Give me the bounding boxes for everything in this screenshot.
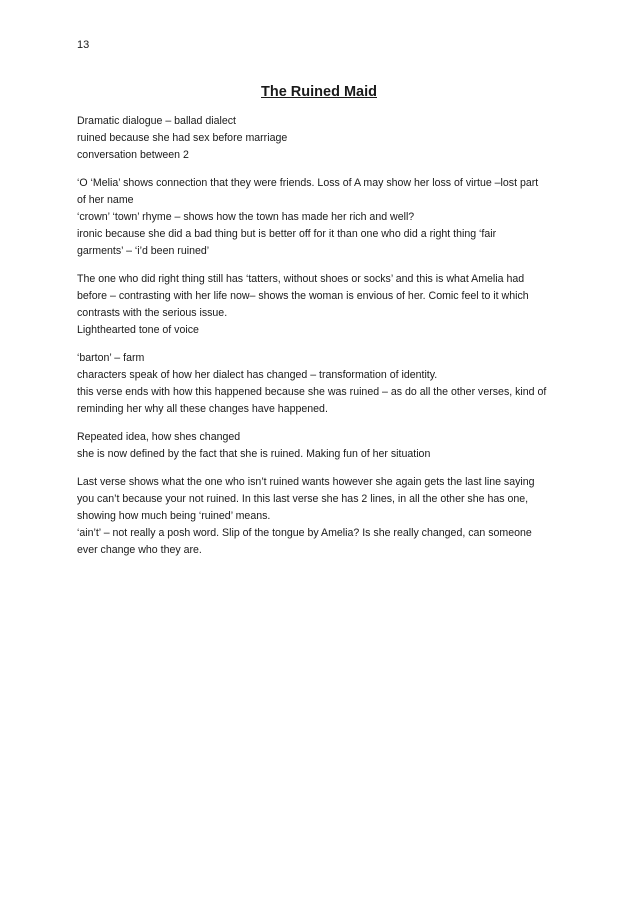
- paragraph-last-verse: [77, 474, 567, 559]
- text-line: Last verse shows what the one who isn’t ruined wants however she again gets the last line saying: [77, 476, 535, 488]
- text-line: Lighthearted tone of voice: [77, 324, 199, 336]
- paragraph-barton: [77, 350, 567, 418]
- document-body: [77, 113, 567, 570]
- text-line: showing how much being ‘ruined’ means.: [77, 510, 271, 522]
- text-line: garments’ – ‘i’d been ruined’: [77, 245, 210, 257]
- text-line: she is now defined by the fact that she is ruined. Making fun of her situation: [77, 448, 431, 460]
- text-line: ruined because she had sex before marriage: [77, 132, 288, 144]
- text-line: ‘crown’ ‘town’ rhyme – shows how the town has made her rich and well?: [77, 211, 415, 223]
- paragraph-melia: [77, 175, 567, 260]
- paragraph-repeated-idea: [77, 429, 567, 463]
- text-line: characters speak of how her dialect has changed – transformation of identity.: [77, 369, 438, 381]
- text-line: contrasts with the serious issue.: [77, 307, 228, 319]
- text-line: ever change who they are.: [77, 544, 202, 556]
- page-title: The Ruined Maid: [261, 84, 377, 100]
- text-line: ‘ain’t’ – not really a posh word. Slip of the tongue by Amelia? Is she really changed, can someone: [77, 527, 532, 539]
- text-line: of her name: [77, 194, 134, 206]
- text-line: reminding her why all these changes have happened.: [77, 403, 328, 415]
- text-line: you can’t because your not ruined. In this last verse she has 2 lines, in all the other she has one,: [77, 493, 529, 505]
- text-line: conversation between 2: [77, 149, 189, 161]
- text-line: Repeated idea, how shes changed: [77, 431, 241, 443]
- text-line: ‘barton’ – farm: [77, 352, 145, 364]
- text-line: ‘O ‘Melia’ shows connection that they were friends. Loss of A may show her loss of virtue –lost part: [77, 177, 539, 189]
- text-line: Dramatic dialogue – ballad dialect: [77, 115, 236, 127]
- text-line: this verse ends with how this happened because she was ruined – as do all the other verses, kind of: [77, 386, 547, 398]
- paragraph-intro: [77, 113, 567, 164]
- text-line: ironic because she did a bad thing but is better off for it than one who did a right thing ‘fair: [77, 228, 497, 240]
- page-number: 13: [77, 39, 90, 51]
- text-line: The one who did right thing still has ‘tatters, without shoes or socks’ and this is what Amelia had: [77, 273, 525, 285]
- text-line: before – contrasting with her life now– shows the woman is envious of her. Comic feel to it which: [77, 290, 529, 302]
- paragraph-tatters: [77, 271, 567, 339]
